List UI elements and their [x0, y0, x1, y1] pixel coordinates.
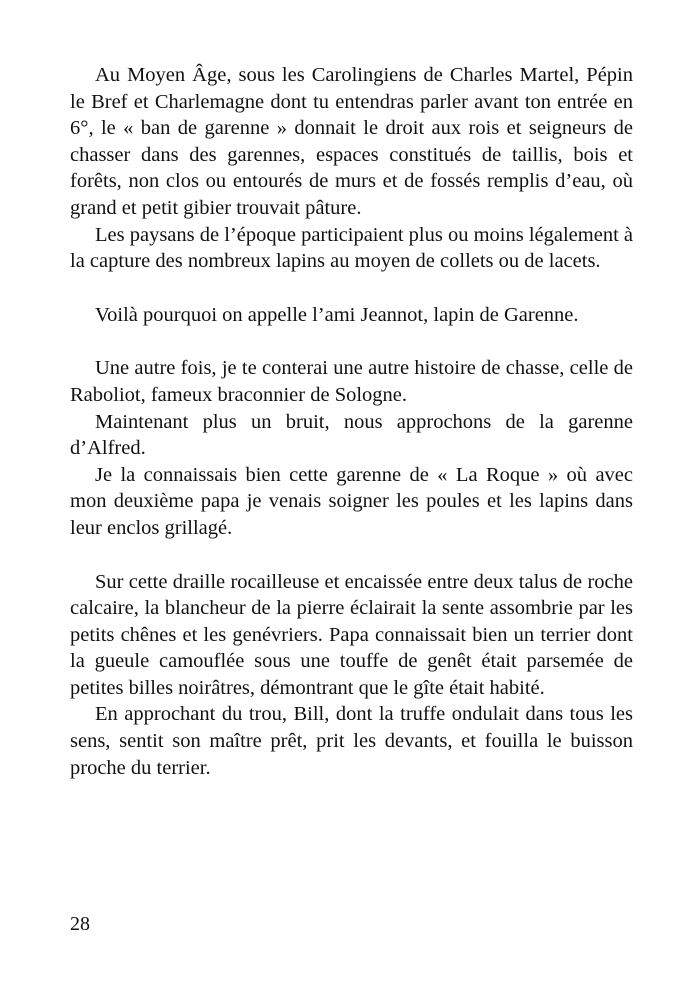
- paragraph-draille: Sur cette draille rocailleuse et encaissée entre deux talus de roche calcaire, la blancheur de la pierre éclairait la sente assombrie par les petits chênes et les genévriers. Papa connaissait bien un terrier dont la gueule camouflée sous une touffe de genêt était parsemée de petites billes noirâtres, démontrant que le gîte était habité.: [70, 570, 633, 699]
- paragraph-paysans: Les paysans de l’époque participaient plus ou moins légalement à la capture des nombreux lapins au moyen de collets ou de lacets.: [70, 223, 633, 273]
- paragraph-jeannot: Voilà pourquoi on appelle l’ami Jeannot, lapin de Garenne.: [95, 303, 579, 326]
- paragraph-gap: [70, 542, 633, 569]
- paragraph-raboliot: Une autre fois, je te conterai une autre histoire de chasse, celle de Raboliot, fameux braconnier de Sologne.: [70, 357, 633, 406]
- page-number: 28: [70, 913, 90, 935]
- page-body: [70, 62, 633, 781]
- paragraph-la-roque: Je la connaissais bien cette garenne de « La Roque » où avec mon deuxième papa je venais soigner les poules et les lapins dans leur enclos grillagé.: [70, 463, 633, 539]
- paragraph-gap: [70, 275, 633, 302]
- paragraph-gap: [70, 328, 633, 355]
- paragraph-bill: En approchant du trou, Bill, dont la truffe ondulait dans tous les sens, sentit son maître prêt, prit les devants, et fouilla le buisson proche du terrier.: [70, 703, 633, 779]
- paragraph-garenne-alfred: Maintenant plus un bruit, nous approchons de la garenne d’Alfred.: [70, 410, 633, 460]
- paragraph-moyen-age: Au Moyen Âge, sous les Carolingiens de Charles Martel, Pépin le Bref et Charlemagne dont tu entendras parler avant ton entrée en 6°, le « ban de garenne » donnait le droit aux rois et seigneurs de chasser dans des garennes, espaces constitués de taillis, bois et forêts, non clos ou entourés de murs et de fossés remplis d’eau, où grand et petit gibier trouvait pâture.: [70, 64, 633, 219]
